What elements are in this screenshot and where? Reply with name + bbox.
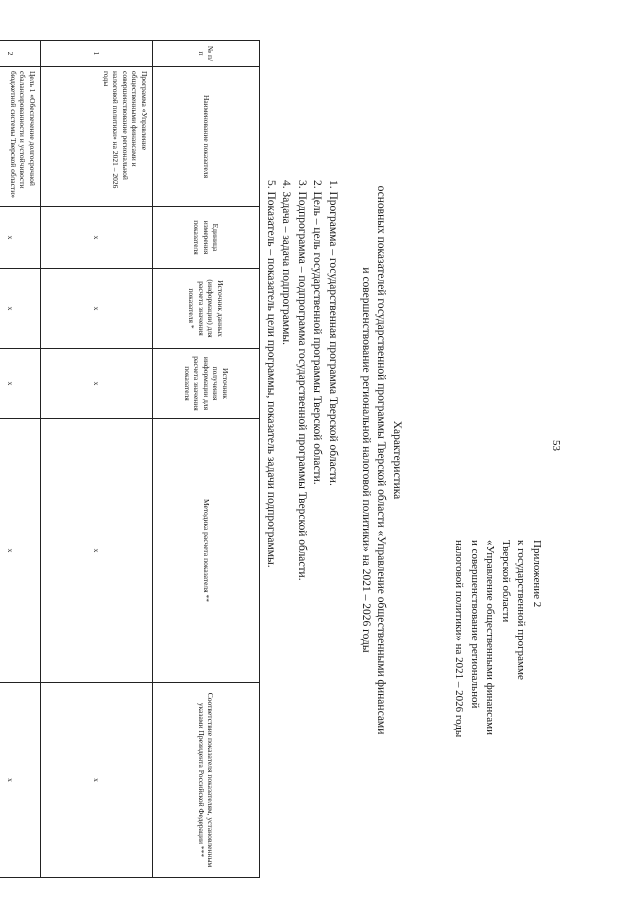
heading-title: Характеристика xyxy=(391,420,403,500)
header-method: Методика расчета показателя ** xyxy=(153,419,260,683)
definition-item: 1. Программа – государственная программа Тверской области. xyxy=(327,180,339,486)
row-num: 1 xyxy=(41,41,153,67)
table-row xyxy=(0,41,41,878)
heading-line: и совершенствование региональной налоговой политики» на 2021 – 2026 годы xyxy=(360,267,372,653)
definition-item: 5. Показатель – показатель цели программы, показатель задачи подпрограммы. xyxy=(265,180,277,568)
table-row xyxy=(41,41,153,878)
row-source-data: x xyxy=(41,269,153,349)
appendix-line: Приложение 2 xyxy=(531,540,543,608)
row-num: 2 xyxy=(0,41,41,67)
row-source-info: x xyxy=(0,349,41,419)
row-method: x xyxy=(41,419,153,683)
table-header-row xyxy=(153,41,260,878)
header-source-data: Источник данных (информации) для расчета значения показателя * xyxy=(153,269,260,349)
definition-item: 3. Подпрограмма – подпрограмма государственной программы Тверской области. xyxy=(296,180,308,581)
row-compliance: x xyxy=(0,683,41,878)
appendix-line: налоговой политики» на 2021 – 2026 годы xyxy=(453,540,466,738)
definition-item: 4. Задача – задача подпрограммы. xyxy=(280,180,293,345)
appendix-line: Тверской области xyxy=(500,540,512,623)
definitions-list xyxy=(263,180,341,820)
indicators-table xyxy=(0,40,260,878)
header-name: Наименование показателя xyxy=(153,67,260,207)
header-unit: Единица измерения показателя xyxy=(153,207,260,269)
row-name: Программа «Управление общественными финансами и совершенствование региональной налоговой политики» на 2021 – 2026 годы xyxy=(41,67,153,207)
header-num: № п/п xyxy=(153,41,260,67)
document-heading xyxy=(358,150,405,770)
header-compliance: Соответствие показателя показателям, установленным указами Президента Российской Федерации *** xyxy=(153,683,260,878)
definition-item: 2. Цель – цель государственной программы Тверской области. xyxy=(311,180,324,485)
row-name: Цель 1 «Обеспечение долгосрочной сбалансированности и устойчивости бюджетной системы Тверской области» xyxy=(0,67,41,207)
header-source-info: Источник получения информации для расчета значения показателя xyxy=(153,349,260,419)
appendix-line: к государственной программе xyxy=(515,540,528,680)
heading-line: основных показателей государственной программы Тверской области «Управление общественными финансами xyxy=(375,185,388,735)
row-source-data: x xyxy=(0,269,41,349)
appendix-block xyxy=(451,540,544,840)
row-unit: x xyxy=(41,207,153,269)
page-number: 53 xyxy=(550,440,562,451)
row-source-info: x xyxy=(41,349,153,419)
appendix-line: и совершенствование региональной xyxy=(469,540,481,709)
row-unit: x xyxy=(0,207,41,269)
appendix-line: «Управление общественными финансами xyxy=(484,540,497,736)
row-compliance: x xyxy=(41,683,153,878)
row-method: x xyxy=(0,419,41,683)
